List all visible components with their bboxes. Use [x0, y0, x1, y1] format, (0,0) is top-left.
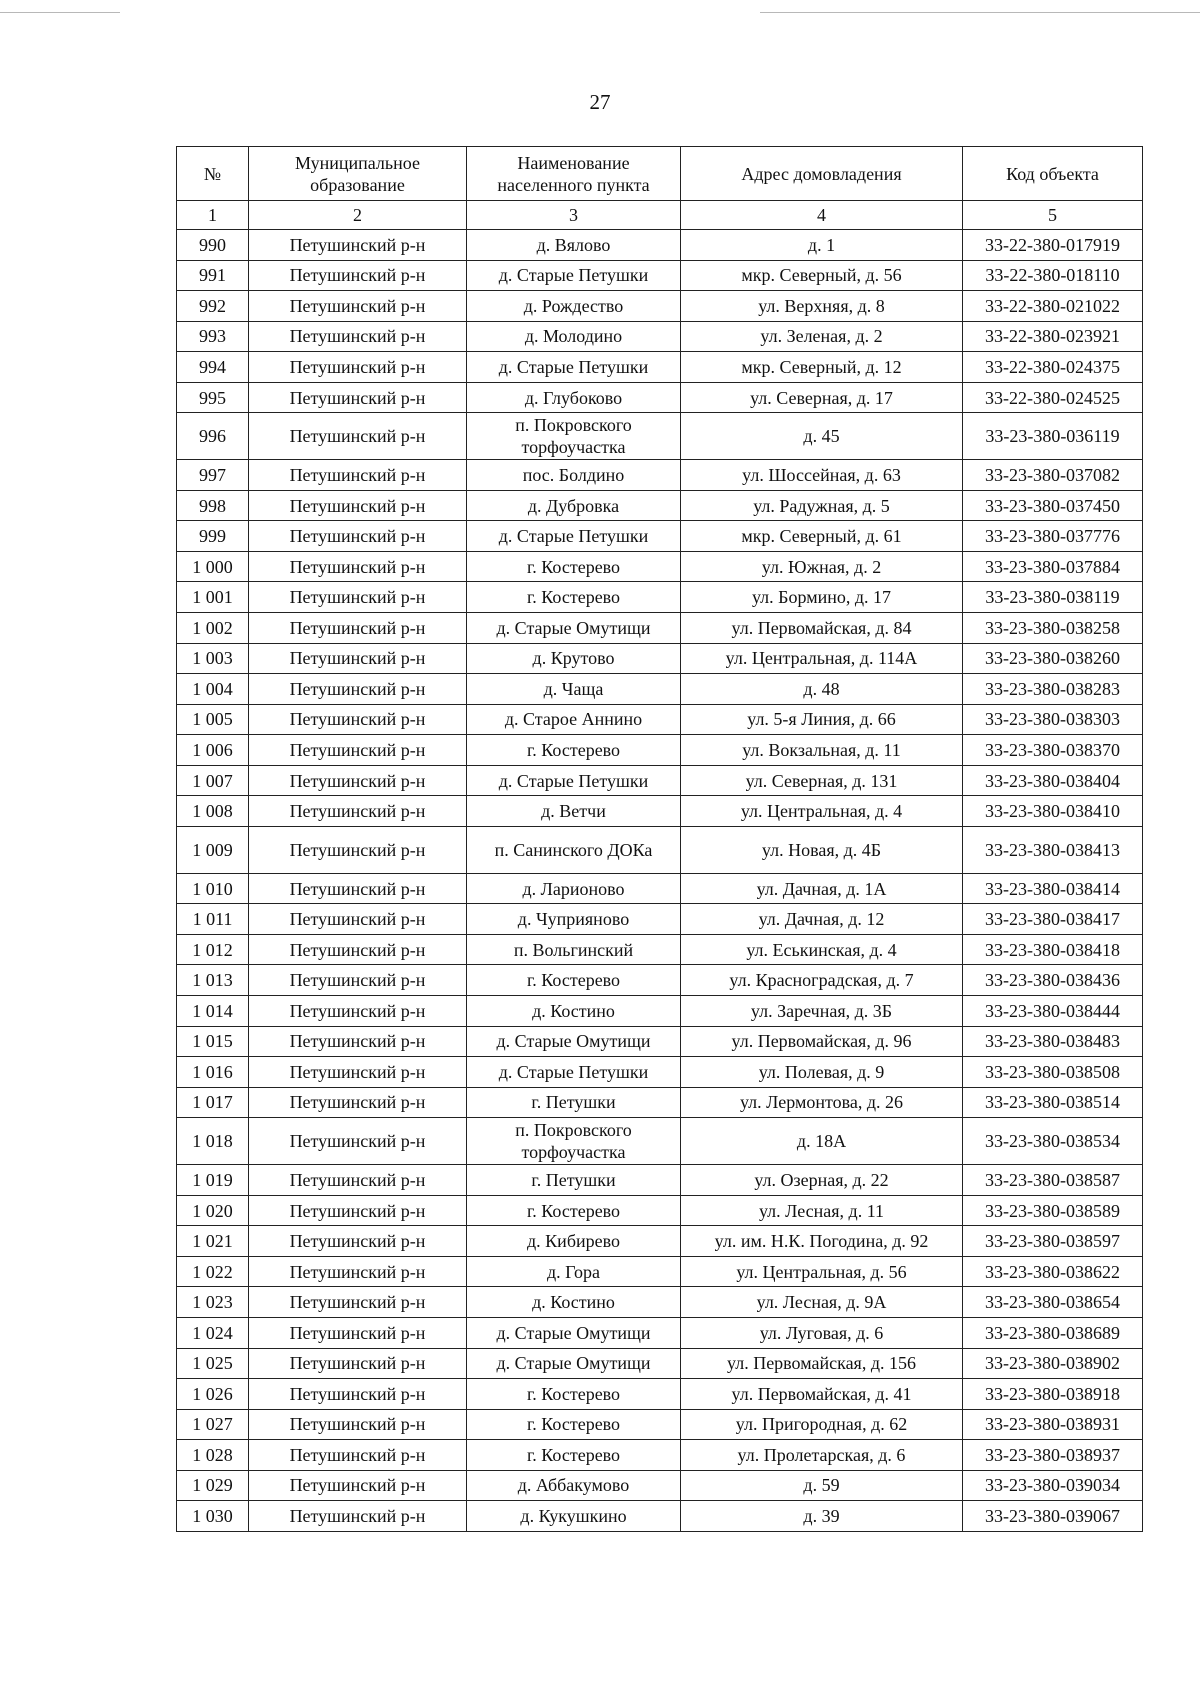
cell-object-code: 33-23-380-038404 — [963, 765, 1143, 796]
cell-no: 1 005 — [177, 704, 249, 735]
cell-settlement: д. Старые Петушки — [467, 521, 681, 552]
scan-artifact-line-left — [0, 12, 120, 13]
cell-object-code: 33-22-380-023921 — [963, 321, 1143, 352]
cell-address: ул. Луговая, д. 6 — [681, 1317, 963, 1348]
cell-settlement: д. Старые Омутищи — [467, 1026, 681, 1057]
cell-object-code: 33-23-380-038918 — [963, 1379, 1143, 1410]
table-row — [177, 996, 1143, 1027]
cell-municipality: Петушинский р-н — [249, 460, 467, 491]
cell-no: 1 021 — [177, 1226, 249, 1257]
cell-object-code: 33-23-380-038444 — [963, 996, 1143, 1027]
cell-no: 998 — [177, 490, 249, 521]
cell-object-code: 33-23-380-037884 — [963, 551, 1143, 582]
cell-address: ул. Шоссейная, д. 63 — [681, 460, 963, 491]
header-settlement: Наименование населенного пункта — [467, 147, 681, 201]
cell-address: д. 45 — [681, 413, 963, 460]
cell-municipality: Петушинский р-н — [249, 490, 467, 521]
cell-municipality: Петушинский р-н — [249, 582, 467, 613]
cell-address: д. 39 — [681, 1501, 963, 1532]
table-body — [177, 230, 1143, 1532]
table-row — [177, 413, 1143, 460]
cell-object-code: 33-22-380-021022 — [963, 291, 1143, 322]
cell-object-code: 33-23-380-038508 — [963, 1057, 1143, 1088]
cell-settlement: д. Кибирево — [467, 1226, 681, 1257]
cell-no: 1 017 — [177, 1087, 249, 1118]
cell-object-code: 33-23-380-038414 — [963, 873, 1143, 904]
cell-municipality: Петушинский р-н — [249, 873, 467, 904]
cell-address: ул. 5-я Линия, д. 66 — [681, 704, 963, 735]
cell-settlement: г. Костерево — [467, 551, 681, 582]
cell-municipality: Петушинский р-н — [249, 1256, 467, 1287]
cell-no: 1 012 — [177, 934, 249, 965]
cell-no: 1 020 — [177, 1195, 249, 1226]
cell-municipality: Петушинский р-н — [249, 1287, 467, 1318]
cell-settlement: д. Вялово — [467, 230, 681, 261]
cell-no: 1 015 — [177, 1026, 249, 1057]
cell-settlement: г. Костерево — [467, 1195, 681, 1226]
table-row — [177, 1409, 1143, 1440]
cell-address: ул. Лесная, д. 9А — [681, 1287, 963, 1318]
cell-object-code: 33-23-380-038413 — [963, 826, 1143, 873]
cell-municipality: Петушинский р-н — [249, 796, 467, 827]
cell-no: 1 029 — [177, 1470, 249, 1501]
cell-no: 1 001 — [177, 582, 249, 613]
table-row — [177, 321, 1143, 352]
cell-address: ул. Северная, д. 131 — [681, 765, 963, 796]
cell-settlement: д. Старые Петушки — [467, 260, 681, 291]
table-row — [177, 613, 1143, 644]
cell-settlement: д. Старое Аннино — [467, 704, 681, 735]
cell-settlement: пос. Болдино — [467, 460, 681, 491]
cell-no: 1 019 — [177, 1165, 249, 1196]
cell-object-code: 33-23-380-038587 — [963, 1165, 1143, 1196]
cell-address: мкр. Северный, д. 61 — [681, 521, 963, 552]
column-index-1: 1 — [177, 201, 249, 230]
households-table — [176, 146, 1143, 1532]
cell-municipality: Петушинский р-н — [249, 413, 467, 460]
cell-municipality: Петушинский р-н — [249, 1165, 467, 1196]
cell-no: 994 — [177, 352, 249, 383]
cell-address: ул. Центральная, д. 4 — [681, 796, 963, 827]
table-row — [177, 1195, 1143, 1226]
table-row — [177, 582, 1143, 613]
table-row — [177, 934, 1143, 965]
cell-no: 1 030 — [177, 1501, 249, 1532]
column-index-5: 5 — [963, 201, 1143, 230]
cell-object-code: 33-23-380-038436 — [963, 965, 1143, 996]
cell-settlement: д. Рождество — [467, 291, 681, 322]
cell-object-code: 33-23-380-038514 — [963, 1087, 1143, 1118]
cell-settlement: п. Покровского торфоучастка — [467, 1118, 681, 1165]
cell-municipality: Петушинский р-н — [249, 704, 467, 735]
cell-address: ул. Первомайская, д. 84 — [681, 613, 963, 644]
cell-address: ул. Дачная, д. 1А — [681, 873, 963, 904]
cell-settlement: г. Костерево — [467, 1379, 681, 1410]
cell-municipality: Петушинский р-н — [249, 996, 467, 1027]
cell-municipality: Петушинский р-н — [249, 1087, 467, 1118]
cell-settlement: д. Ветчи — [467, 796, 681, 827]
table-row — [177, 460, 1143, 491]
cell-address: ул. Озерная, д. 22 — [681, 1165, 963, 1196]
table-row — [177, 1287, 1143, 1318]
cell-object-code: 33-23-380-038654 — [963, 1287, 1143, 1318]
cell-address: ул. Еськинская, д. 4 — [681, 934, 963, 965]
cell-object-code: 33-23-380-038597 — [963, 1226, 1143, 1257]
cell-object-code: 33-23-380-039067 — [963, 1501, 1143, 1532]
cell-object-code: 33-23-380-038370 — [963, 735, 1143, 766]
cell-settlement: п. Санинского ДОКа — [467, 826, 681, 873]
cell-address: ул. Красноградская, д. 7 — [681, 965, 963, 996]
cell-address: ул. Пригородная, д. 62 — [681, 1409, 963, 1440]
cell-municipality: Петушинский р-н — [249, 230, 467, 261]
cell-settlement: д. Ларионово — [467, 873, 681, 904]
cell-no: 1 026 — [177, 1379, 249, 1410]
cell-no: 1 003 — [177, 643, 249, 674]
table-row — [177, 965, 1143, 996]
cell-municipality: Петушинский р-н — [249, 765, 467, 796]
table-row — [177, 521, 1143, 552]
cell-settlement: д. Костино — [467, 1287, 681, 1318]
cell-settlement: г. Костерево — [467, 735, 681, 766]
cell-address: ул. Пролетарская, д. 6 — [681, 1440, 963, 1471]
cell-municipality: Петушинский р-н — [249, 1379, 467, 1410]
table-row — [177, 1317, 1143, 1348]
cell-object-code: 33-23-380-038589 — [963, 1195, 1143, 1226]
table-row — [177, 1026, 1143, 1057]
cell-no: 1 022 — [177, 1256, 249, 1287]
cell-no: 1 011 — [177, 904, 249, 935]
cell-no: 991 — [177, 260, 249, 291]
cell-municipality: Петушинский р-н — [249, 735, 467, 766]
cell-address: ул. Северная, д. 17 — [681, 382, 963, 413]
column-index-4: 4 — [681, 201, 963, 230]
cell-no: 1 027 — [177, 1409, 249, 1440]
cell-no: 1 018 — [177, 1118, 249, 1165]
cell-municipality: Петушинский р-н — [249, 613, 467, 644]
table-row — [177, 643, 1143, 674]
table-row — [177, 674, 1143, 705]
cell-object-code: 33-23-380-038410 — [963, 796, 1143, 827]
cell-municipality: Петушинский р-н — [249, 1501, 467, 1532]
cell-address: ул. Радужная, д. 5 — [681, 490, 963, 521]
cell-no: 995 — [177, 382, 249, 413]
cell-no: 993 — [177, 321, 249, 352]
cell-settlement: д. Старые Петушки — [467, 352, 681, 383]
cell-municipality: Петушинский р-н — [249, 1195, 467, 1226]
cell-object-code: 33-23-380-038119 — [963, 582, 1143, 613]
cell-municipality: Петушинский р-н — [249, 674, 467, 705]
cell-settlement: д. Старые Омутищи — [467, 613, 681, 644]
cell-municipality: Петушинский р-н — [249, 1470, 467, 1501]
cell-address: ул. Южная, д. 2 — [681, 551, 963, 582]
cell-address: ул. Вокзальная, д. 11 — [681, 735, 963, 766]
table-row — [177, 735, 1143, 766]
table-row — [177, 1165, 1143, 1196]
cell-municipality: Петушинский р-н — [249, 260, 467, 291]
cell-no: 1 025 — [177, 1348, 249, 1379]
cell-settlement: д. Костино — [467, 996, 681, 1027]
cell-address: ул. Верхняя, д. 8 — [681, 291, 963, 322]
cell-object-code: 33-23-380-037450 — [963, 490, 1143, 521]
cell-address: ул. Зеленая, д. 2 — [681, 321, 963, 352]
table-row — [177, 796, 1143, 827]
table-row — [177, 1057, 1143, 1088]
cell-object-code: 33-23-380-038534 — [963, 1118, 1143, 1165]
cell-address: ул. Первомайская, д. 156 — [681, 1348, 963, 1379]
cell-object-code: 33-22-380-018110 — [963, 260, 1143, 291]
table-row — [177, 873, 1143, 904]
cell-municipality: Петушинский р-н — [249, 352, 467, 383]
page-number: 27 — [589, 90, 611, 114]
cell-municipality: Петушинский р-н — [249, 521, 467, 552]
cell-settlement: г. Костерево — [467, 582, 681, 613]
cell-municipality: Петушинский р-н — [249, 1317, 467, 1348]
table-row — [177, 551, 1143, 582]
cell-no: 1 013 — [177, 965, 249, 996]
table-row — [177, 230, 1143, 261]
cell-address: ул. Центральная, д. 114А — [681, 643, 963, 674]
table-row — [177, 291, 1143, 322]
table-row — [177, 352, 1143, 383]
cell-address: мкр. Северный, д. 12 — [681, 352, 963, 383]
cell-settlement: г. Костерево — [467, 965, 681, 996]
cell-address: ул. Заречная, д. 3Б — [681, 996, 963, 1027]
cell-no: 996 — [177, 413, 249, 460]
table-header-row — [177, 147, 1143, 201]
table-row — [177, 904, 1143, 935]
cell-object-code: 33-22-380-024375 — [963, 352, 1143, 383]
cell-no: 1 008 — [177, 796, 249, 827]
table-row — [177, 382, 1143, 413]
cell-settlement: п. Вольгинский — [467, 934, 681, 965]
cell-address: д. 18А — [681, 1118, 963, 1165]
cell-settlement: д. Кукушкино — [467, 1501, 681, 1532]
cell-municipality: Петушинский р-н — [249, 551, 467, 582]
cell-municipality: Петушинский р-н — [249, 904, 467, 935]
cell-object-code: 33-23-380-038931 — [963, 1409, 1143, 1440]
table-row — [177, 1256, 1143, 1287]
cell-object-code: 33-23-380-038258 — [963, 613, 1143, 644]
table-row — [177, 1379, 1143, 1410]
cell-no: 1 024 — [177, 1317, 249, 1348]
cell-municipality: Петушинский р-н — [249, 826, 467, 873]
cell-settlement: д. Чуприяново — [467, 904, 681, 935]
cell-address: мкр. Северный, д. 56 — [681, 260, 963, 291]
cell-address: д. 59 — [681, 1470, 963, 1501]
cell-address: ул. Новая, д. 4Б — [681, 826, 963, 873]
cell-address: д. 48 — [681, 674, 963, 705]
cell-object-code: 33-23-380-037082 — [963, 460, 1143, 491]
table-row — [177, 490, 1143, 521]
cell-object-code: 33-23-380-038260 — [963, 643, 1143, 674]
cell-no: 990 — [177, 230, 249, 261]
cell-address: ул. Центральная, д. 56 — [681, 1256, 963, 1287]
cell-no: 1 014 — [177, 996, 249, 1027]
cell-settlement: д. Старые Омутищи — [467, 1317, 681, 1348]
cell-address: ул. Первомайская, д. 41 — [681, 1379, 963, 1410]
cell-address: ул. им. Н.К. Погодина, д. 92 — [681, 1226, 963, 1257]
cell-address: ул. Первомайская, д. 96 — [681, 1026, 963, 1057]
cell-address: ул. Лесная, д. 11 — [681, 1195, 963, 1226]
cell-municipality: Петушинский р-н — [249, 1118, 467, 1165]
cell-no: 1 010 — [177, 873, 249, 904]
table-row — [177, 704, 1143, 735]
cell-no: 992 — [177, 291, 249, 322]
cell-address: д. 1 — [681, 230, 963, 261]
cell-object-code: 33-23-380-039034 — [963, 1470, 1143, 1501]
cell-no: 1 006 — [177, 735, 249, 766]
cell-address: ул. Лермонтова, д. 26 — [681, 1087, 963, 1118]
cell-settlement: д. Молодино — [467, 321, 681, 352]
cell-object-code: 33-23-380-038417 — [963, 904, 1143, 935]
cell-municipality: Петушинский р-н — [249, 1226, 467, 1257]
column-numbering-row — [177, 201, 1143, 230]
cell-no: 1 009 — [177, 826, 249, 873]
cell-address: ул. Бормино, д. 17 — [681, 582, 963, 613]
table-row — [177, 260, 1143, 291]
cell-object-code: 33-23-380-038483 — [963, 1026, 1143, 1057]
cell-municipality: Петушинский р-н — [249, 291, 467, 322]
cell-no: 1 004 — [177, 674, 249, 705]
table-row — [177, 765, 1143, 796]
cell-settlement: п. Покровского торфоучастка — [467, 413, 681, 460]
cell-municipality: Петушинский р-н — [249, 1026, 467, 1057]
cell-object-code: 33-23-380-038283 — [963, 674, 1143, 705]
cell-settlement: д. Глубоково — [467, 382, 681, 413]
cell-object-code: 33-23-380-038303 — [963, 704, 1143, 735]
cell-settlement: д. Аббакумово — [467, 1470, 681, 1501]
table-row — [177, 1118, 1143, 1165]
cell-settlement: д. Чаща — [467, 674, 681, 705]
cell-municipality: Петушинский р-н — [249, 1440, 467, 1471]
cell-settlement: д. Гора — [467, 1256, 681, 1287]
cell-municipality: Петушинский р-н — [249, 965, 467, 996]
cell-no: 999 — [177, 521, 249, 552]
table-row — [177, 1226, 1143, 1257]
cell-settlement: г. Костерево — [467, 1409, 681, 1440]
cell-no: 1 002 — [177, 613, 249, 644]
cell-settlement: д. Старые Петушки — [467, 1057, 681, 1088]
cell-settlement: д. Крутово — [467, 643, 681, 674]
cell-municipality: Петушинский р-н — [249, 934, 467, 965]
cell-object-code: 33-22-380-017919 — [963, 230, 1143, 261]
cell-object-code: 33-23-380-038937 — [963, 1440, 1143, 1471]
cell-no: 1 023 — [177, 1287, 249, 1318]
cell-municipality: Петушинский р-н — [249, 643, 467, 674]
header-address: Адрес домовладения — [681, 147, 963, 201]
table-row — [177, 1348, 1143, 1379]
column-index-3: 3 — [467, 201, 681, 230]
header-municipality: Муниципальное образование — [249, 147, 467, 201]
table-row — [177, 1087, 1143, 1118]
table-row — [177, 826, 1143, 873]
header-object-code: Код объекта — [963, 147, 1143, 201]
table-row — [177, 1501, 1143, 1532]
cell-no: 1 028 — [177, 1440, 249, 1471]
cell-object-code: 33-23-380-038418 — [963, 934, 1143, 965]
cell-settlement: г. Петушки — [467, 1087, 681, 1118]
cell-municipality: Петушинский р-н — [249, 1348, 467, 1379]
column-index-2: 2 — [249, 201, 467, 230]
cell-object-code: 33-23-380-036119 — [963, 413, 1143, 460]
cell-municipality: Петушинский р-н — [249, 382, 467, 413]
cell-settlement: г. Костерево — [467, 1440, 681, 1471]
cell-no: 1 007 — [177, 765, 249, 796]
cell-object-code: 33-23-380-038689 — [963, 1317, 1143, 1348]
cell-address: ул. Полевая, д. 9 — [681, 1057, 963, 1088]
cell-settlement: г. Петушки — [467, 1165, 681, 1196]
cell-municipality: Петушинский р-н — [249, 321, 467, 352]
cell-object-code: 33-23-380-037776 — [963, 521, 1143, 552]
cell-municipality: Петушинский р-н — [249, 1409, 467, 1440]
cell-object-code: 33-23-380-038902 — [963, 1348, 1143, 1379]
header-no: № — [177, 147, 249, 201]
cell-settlement: д. Старые Омутищи — [467, 1348, 681, 1379]
cell-no: 1 000 — [177, 551, 249, 582]
cell-no: 997 — [177, 460, 249, 491]
cell-no: 1 016 — [177, 1057, 249, 1088]
table-row — [177, 1440, 1143, 1471]
cell-municipality: Петушинский р-н — [249, 1057, 467, 1088]
cell-settlement: д. Дубровка — [467, 490, 681, 521]
scan-artifact-line-right — [760, 12, 1200, 13]
cell-address: ул. Дачная, д. 12 — [681, 904, 963, 935]
cell-object-code: 33-22-380-024525 — [963, 382, 1143, 413]
cell-settlement: д. Старые Петушки — [467, 765, 681, 796]
cell-object-code: 33-23-380-038622 — [963, 1256, 1143, 1287]
table-row — [177, 1470, 1143, 1501]
